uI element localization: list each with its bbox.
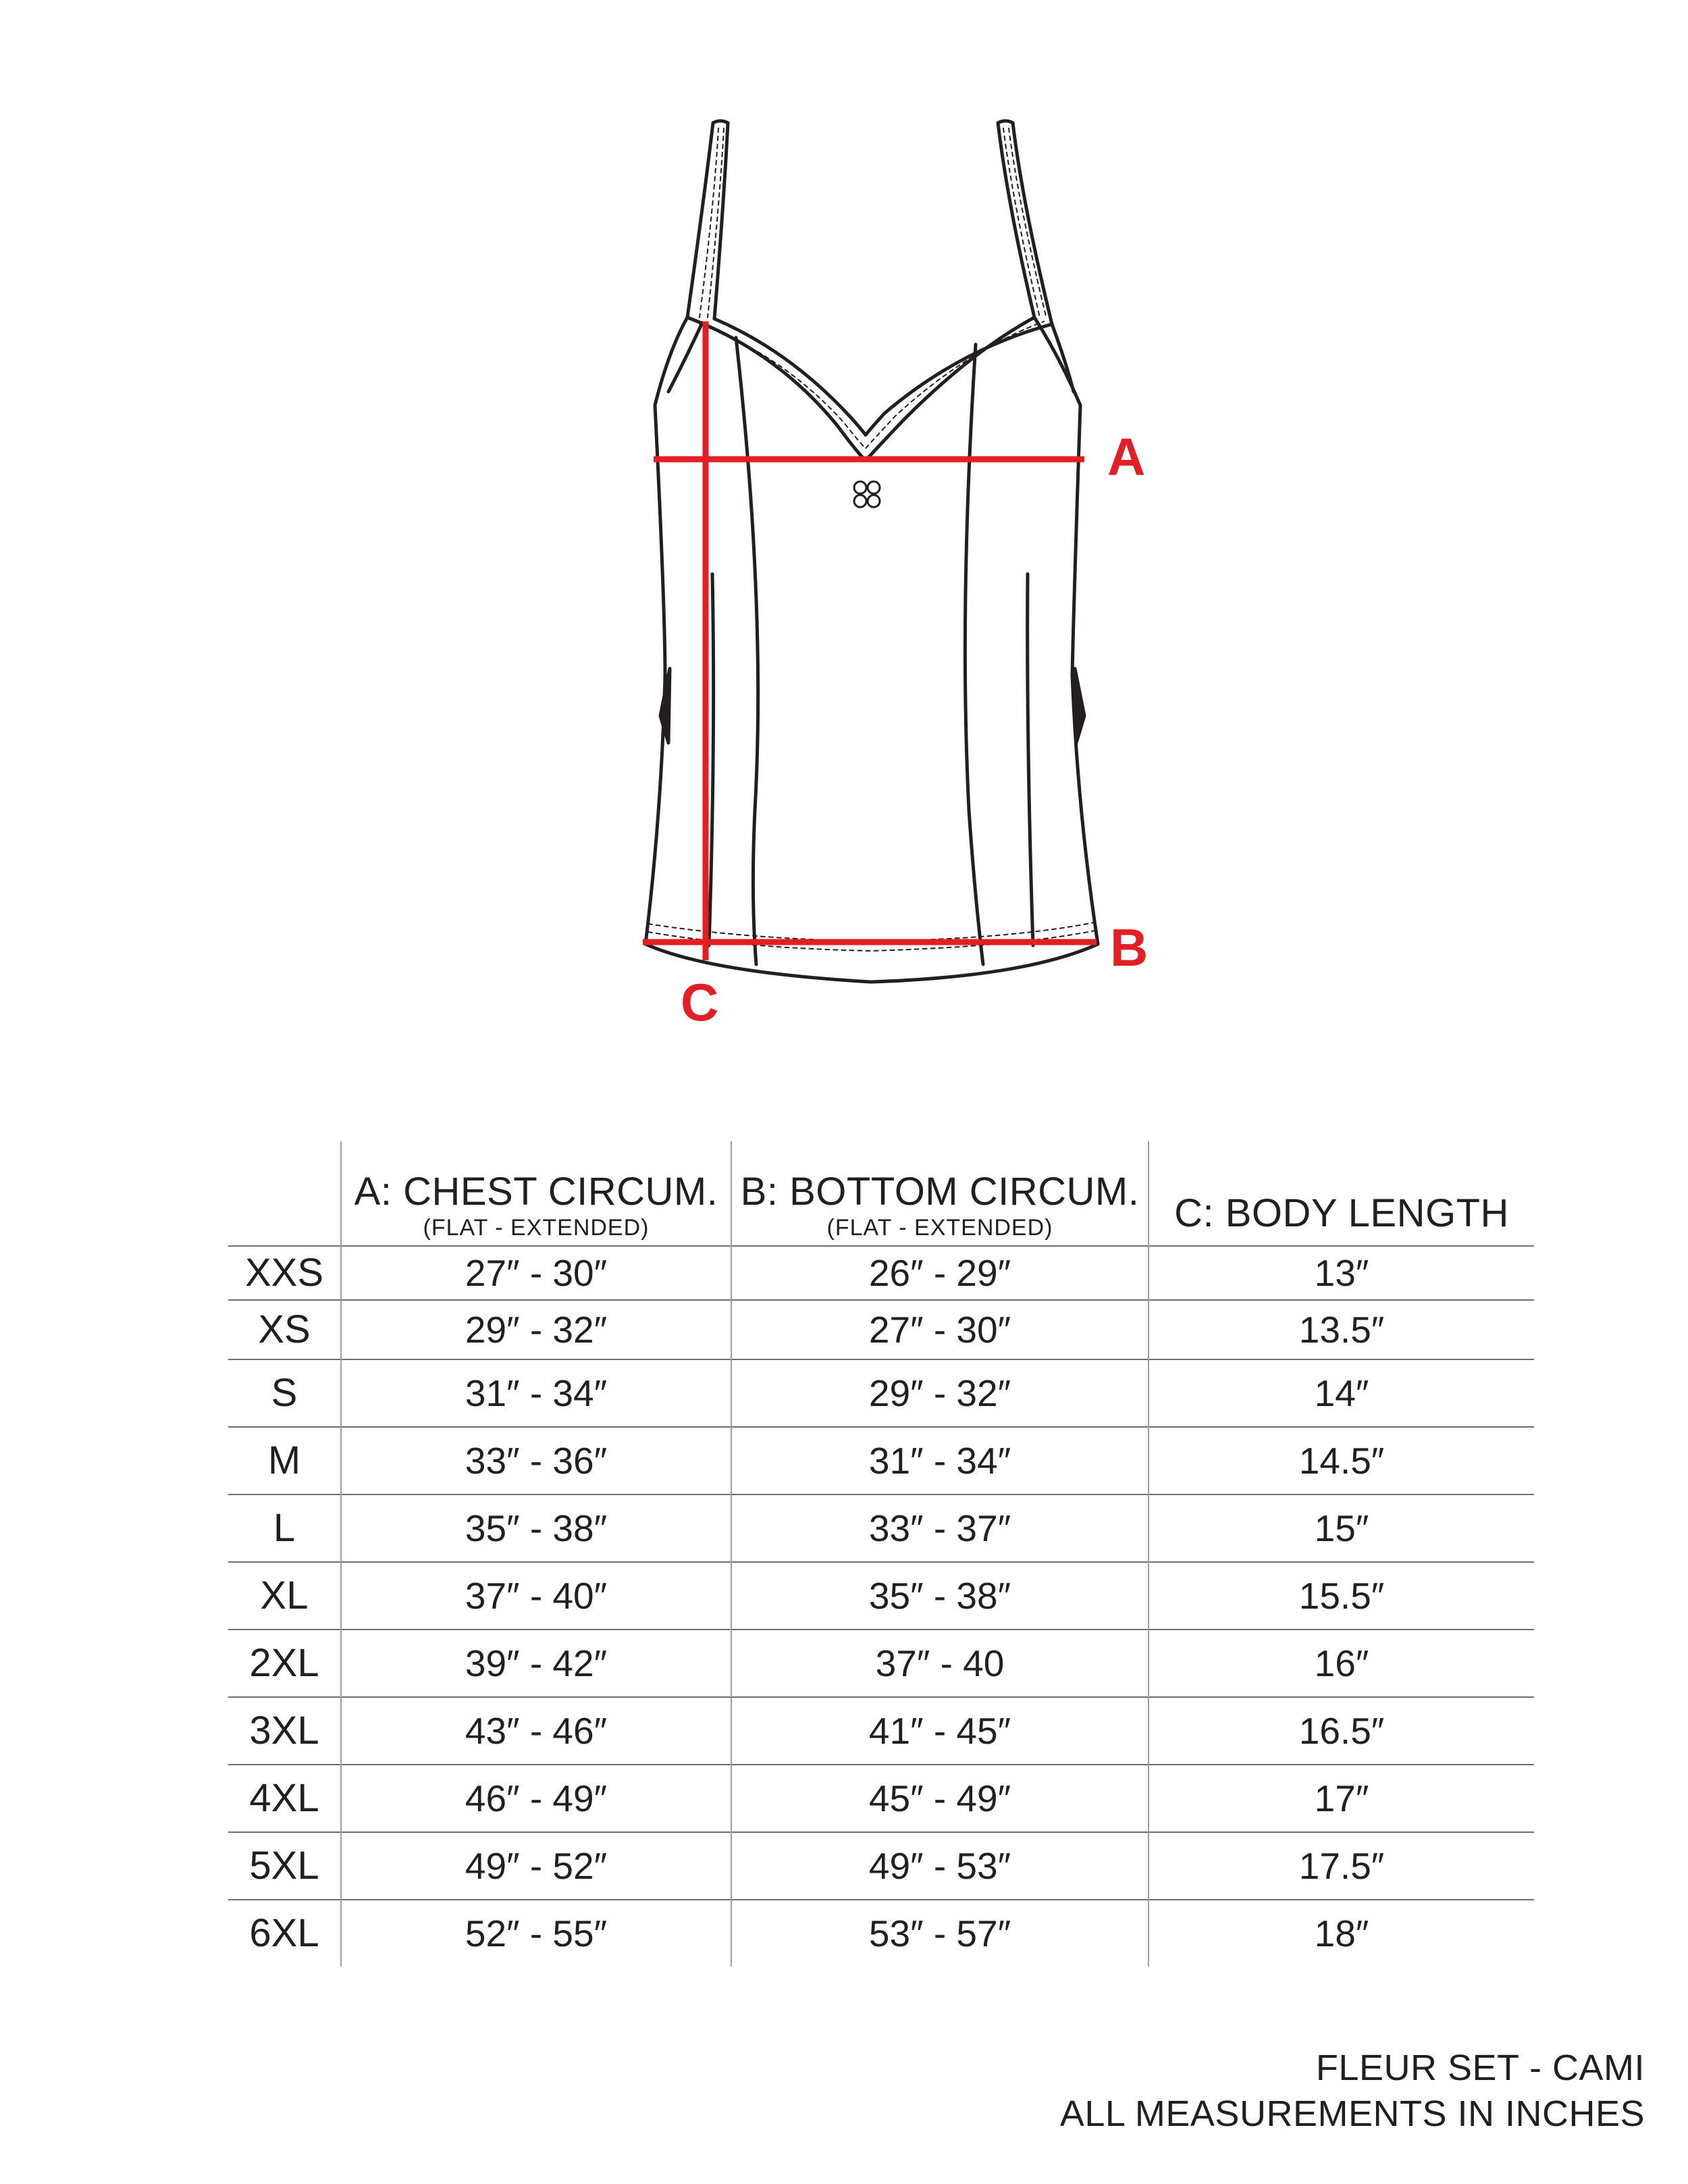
bottom-cell: 53″ - 57″ <box>731 1900 1149 1967</box>
size-cell: M <box>228 1427 341 1494</box>
size-cell: 5XL <box>228 1832 341 1900</box>
size-cell: 2XL <box>228 1630 341 1697</box>
table-row <box>228 1832 1534 1900</box>
length-cell: 15.5″ <box>1149 1562 1534 1630</box>
length-cell: 14.5″ <box>1149 1427 1534 1494</box>
size-cell: XL <box>228 1562 341 1630</box>
header-sublabel: (FLAT - EXTENDED) <box>826 1215 1053 1241</box>
bottom-cell: 31″ - 34″ <box>731 1427 1149 1494</box>
chest-cell: 43″ - 46″ <box>341 1697 731 1765</box>
table-row <box>228 1494 1534 1562</box>
length-cell: 17″ <box>1149 1765 1534 1832</box>
bottom-cell: 27″ - 30″ <box>731 1300 1149 1359</box>
table-row <box>228 1765 1534 1832</box>
marker-a: A <box>1107 427 1146 486</box>
chest-cell: 37″ - 40″ <box>341 1562 731 1630</box>
size-cell: S <box>228 1359 341 1427</box>
size-cell: XS <box>228 1300 341 1359</box>
length-cell: 13″ <box>1149 1246 1534 1300</box>
bottom-cell: 33″ - 37″ <box>731 1494 1149 1562</box>
bottom-cell: 49″ - 53″ <box>731 1832 1149 1900</box>
length-cell: 13.5″ <box>1149 1300 1534 1359</box>
bottom-cell: 41″ - 45″ <box>731 1697 1149 1765</box>
chest-cell: 49″ - 52″ <box>341 1832 731 1900</box>
product-name: FLEUR SET - CAMI <box>1315 2048 1645 2088</box>
size-cell: L <box>228 1494 341 1562</box>
chest-cell: 39″ - 42″ <box>341 1630 731 1697</box>
table-row <box>228 1697 1534 1765</box>
header-label: A: CHEST CIRCUM. <box>354 1170 718 1214</box>
header-chest <box>341 1141 731 1246</box>
chest-cell: 33″ - 36″ <box>341 1427 731 1494</box>
size-cell: 3XL <box>228 1697 341 1765</box>
flower-logo-icon <box>854 482 880 507</box>
header-label: C: BODY LENGTH <box>1174 1191 1509 1235</box>
units-note: ALL MEASUREMENTS IN INCHES <box>1059 2094 1645 2134</box>
bottom-cell: 35″ - 38″ <box>731 1562 1149 1630</box>
table-row <box>228 1900 1534 1967</box>
chest-cell: 29″ - 32″ <box>341 1300 731 1359</box>
table-row <box>228 1300 1534 1359</box>
chest-cell: 52″ - 55″ <box>341 1900 731 1967</box>
bottom-cell: 37″ - 40 <box>731 1630 1149 1697</box>
size-chart-table <box>228 1141 1534 1967</box>
bottom-cell: 45″ - 49″ <box>731 1765 1149 1832</box>
length-cell: 18″ <box>1149 1900 1534 1967</box>
header-length <box>1149 1141 1534 1246</box>
size-cell: XXS <box>228 1246 341 1300</box>
table-header-row <box>228 1141 1534 1246</box>
marker-b: B <box>1110 918 1149 977</box>
bottom-cell: 26″ - 29″ <box>731 1246 1149 1300</box>
size-cell: 6XL <box>228 1900 341 1967</box>
footer-caption <box>1060 2045 1645 2137</box>
table-row <box>228 1359 1534 1427</box>
length-cell: 17.5″ <box>1149 1832 1534 1900</box>
length-cell: 14″ <box>1149 1359 1534 1427</box>
marker-c: C <box>681 972 719 1032</box>
length-cell: 16″ <box>1149 1630 1534 1697</box>
chest-cell: 35″ - 38″ <box>341 1494 731 1562</box>
table-row <box>228 1246 1534 1300</box>
table-row <box>228 1427 1534 1494</box>
table-row <box>228 1562 1534 1630</box>
chest-cell: 46″ - 49″ <box>341 1765 731 1832</box>
header-size <box>228 1141 341 1246</box>
length-cell: 16.5″ <box>1149 1697 1534 1765</box>
chest-cell: 31″ - 34″ <box>341 1359 731 1427</box>
length-cell: 15″ <box>1149 1494 1534 1562</box>
size-cell: 4XL <box>228 1765 341 1832</box>
header-sublabel: (FLAT - EXTENDED) <box>423 1215 650 1241</box>
bottom-cell: 29″ - 32″ <box>731 1359 1149 1427</box>
header-label: B: BOTTOM CIRCUM. <box>740 1170 1140 1214</box>
chest-cell: 27″ - 30″ <box>341 1246 731 1300</box>
table-row <box>228 1630 1534 1697</box>
header-bottom <box>731 1141 1149 1246</box>
